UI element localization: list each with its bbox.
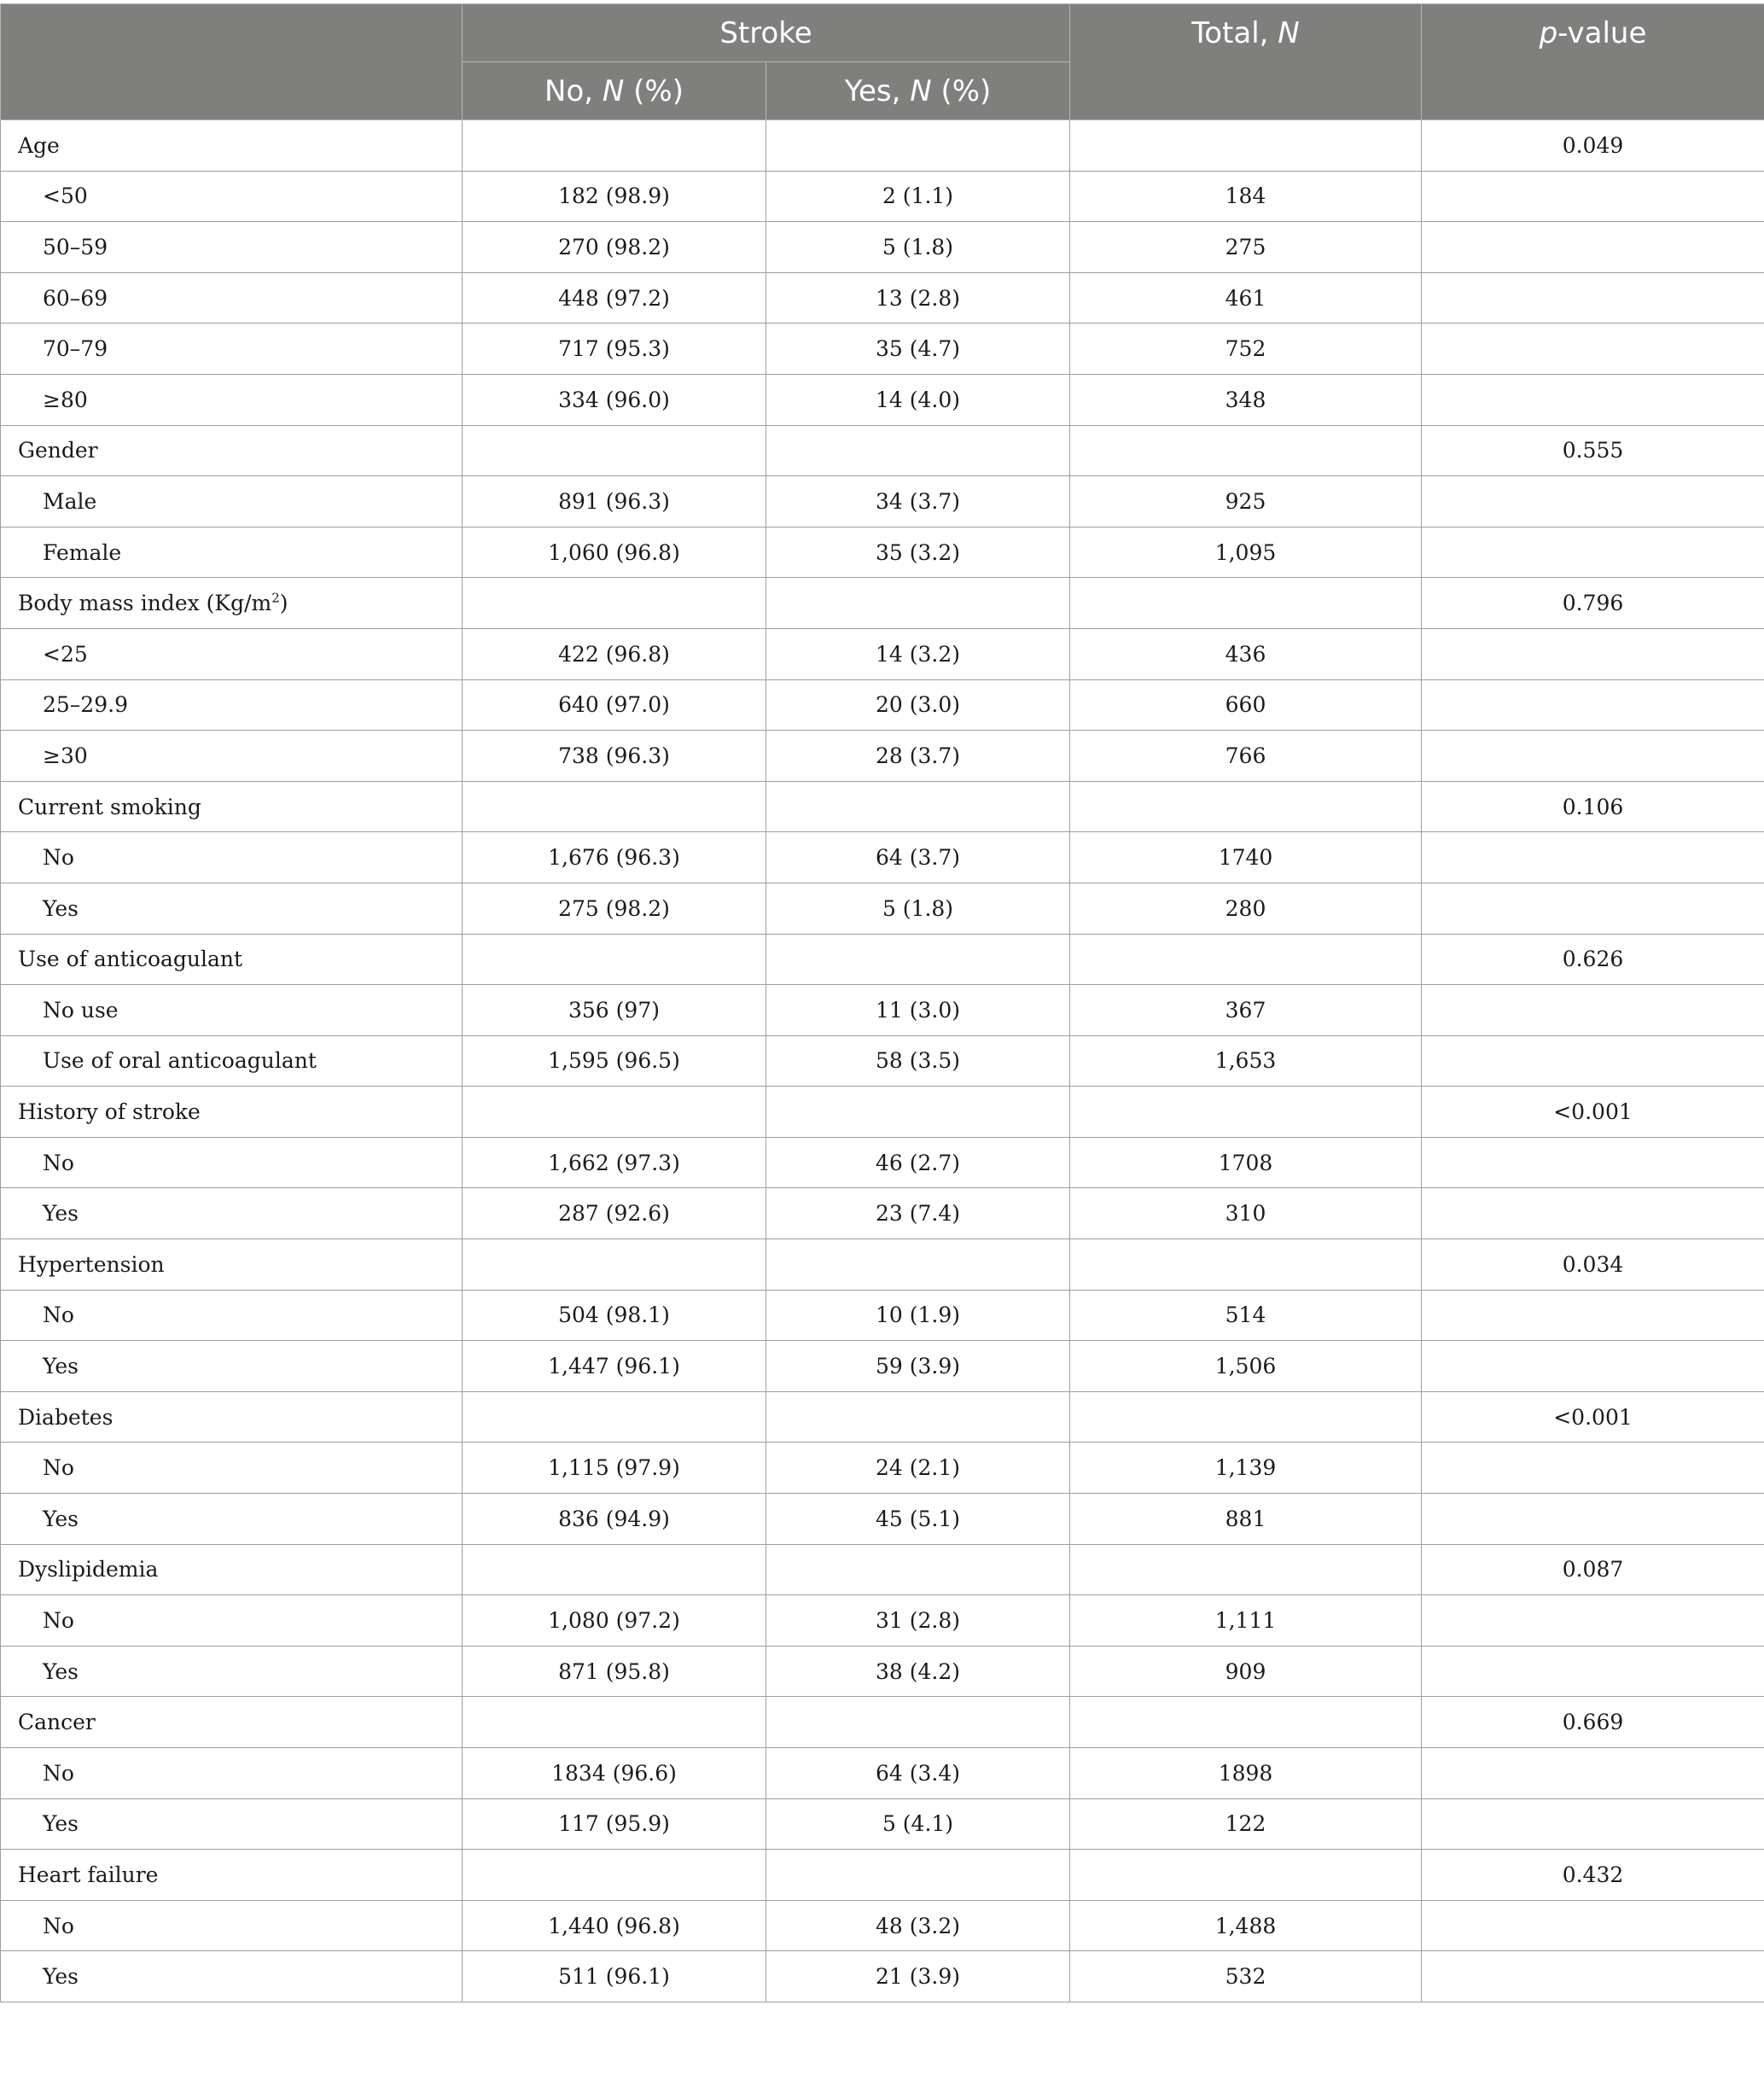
stroke-yes-cell: 5 (1.8): [766, 222, 1070, 273]
stroke-no-cell: 504 (98.1): [463, 1290, 766, 1341]
stroke-no-cell: 871 (95.8): [463, 1646, 766, 1697]
total-cell: [1070, 425, 1422, 476]
table-row: [1, 1290, 1764, 1341]
stroke-no-cell: 275 (98.2): [463, 883, 766, 934]
stroke-no-cell: 836 (94.9): [463, 1494, 766, 1545]
stroke-no-cell: 891 (96.3): [463, 476, 766, 527]
stroke-no-cell: 511 (96.1): [463, 1951, 766, 2002]
p-value-cell: <0.001: [1422, 1087, 1764, 1138]
total-cell: 1,506: [1070, 1341, 1422, 1392]
total-cell: 1,095: [1070, 527, 1422, 578]
p-value-cell: [1422, 985, 1764, 1036]
stroke-yes-cell: 11 (3.0): [766, 985, 1070, 1036]
stroke-no-cell: 287 (92.6): [463, 1188, 766, 1239]
stroke-yes-cell: 24 (2.1): [766, 1443, 1070, 1494]
stroke-yes-cell: [766, 1544, 1070, 1595]
table-row: [1, 1951, 1764, 2002]
stroke-yes-cell: 21 (3.9): [766, 1951, 1070, 2002]
row-label-cell: No: [1, 1900, 463, 1951]
stroke-yes-cell: 14 (4.0): [766, 374, 1070, 425]
p-value-cell: [1422, 883, 1764, 934]
table-row: [1, 832, 1764, 883]
table-row: [1, 527, 1764, 578]
p-value-cell: 0.555: [1422, 425, 1764, 476]
stroke-yes-cell: [766, 1391, 1070, 1443]
stroke-no-cell: 738 (96.3): [463, 731, 766, 782]
stroke-yes-cell: 38 (4.2): [766, 1646, 1070, 1697]
total-cell: 1,653: [1070, 1035, 1422, 1087]
total-cell: 766: [1070, 731, 1422, 782]
stroke-yes-cell: [766, 1087, 1070, 1138]
row-label-cell: Yes: [1, 1951, 463, 2002]
table-group-row: [1, 1697, 1764, 1748]
table-row: [1, 1748, 1764, 1799]
row-label-cell: Male: [1, 476, 463, 527]
p-value-cell: [1422, 1137, 1764, 1188]
row-label-cell: Use of oral anticoagulant: [1, 1035, 463, 1087]
row-label-cell: <50: [1, 171, 463, 222]
header-stroke: Stroke: [463, 4, 1070, 62]
row-label-cell: No: [1, 1443, 463, 1494]
stroke-characteristics-table: [0, 3, 1764, 2002]
stroke-no-cell: [463, 1239, 766, 1291]
stroke-yes-cell: [766, 781, 1070, 832]
stroke-no-cell: 270 (98.2): [463, 222, 766, 273]
table-row: [1, 731, 1764, 782]
p-value-cell: 0.796: [1422, 578, 1764, 629]
total-cell: 1,488: [1070, 1900, 1422, 1951]
total-cell: 1740: [1070, 832, 1422, 883]
row-label-cell: Heart failure: [1, 1850, 463, 1901]
p-value-cell: [1422, 1341, 1764, 1392]
stroke-yes-cell: [766, 1239, 1070, 1291]
total-cell: [1070, 578, 1422, 629]
p-value-cell: [1422, 272, 1764, 323]
stroke-yes-cell: 5 (4.1): [766, 1798, 1070, 1850]
table-group-row: [1, 425, 1764, 476]
stroke-yes-cell: 64 (3.7): [766, 832, 1070, 883]
table-row: [1, 1798, 1764, 1850]
p-value-cell: [1422, 527, 1764, 578]
table-row: [1, 985, 1764, 1036]
table-row: [1, 272, 1764, 323]
stroke-yes-cell: 28 (3.7): [766, 731, 1070, 782]
total-cell: 1,139: [1070, 1443, 1422, 1494]
total-cell: [1070, 1850, 1422, 1901]
table-row: [1, 1494, 1764, 1545]
p-value-cell: [1422, 1443, 1764, 1494]
p-value-cell: [1422, 1188, 1764, 1239]
row-label-cell: Yes: [1, 1494, 463, 1545]
total-cell: 184: [1070, 171, 1422, 222]
p-value-cell: 0.087: [1422, 1544, 1764, 1595]
row-label-cell: No: [1, 1748, 463, 1799]
p-value-cell: [1422, 1494, 1764, 1545]
stroke-yes-cell: 10 (1.9): [766, 1290, 1070, 1341]
table-row: [1, 374, 1764, 425]
total-cell: 348: [1070, 374, 1422, 425]
stroke-yes-cell: 45 (5.1): [766, 1494, 1070, 1545]
table-row: [1, 1595, 1764, 1647]
p-value-cell: [1422, 374, 1764, 425]
total-cell: 367: [1070, 985, 1422, 1036]
total-cell: 532: [1070, 1951, 1422, 2002]
stroke-no-cell: 356 (97): [463, 985, 766, 1036]
row-label-cell: Yes: [1, 1646, 463, 1697]
stroke-no-cell: 1,080 (97.2): [463, 1595, 766, 1647]
header-p-value: p-value: [1422, 4, 1764, 120]
row-label-cell: No: [1, 1137, 463, 1188]
stroke-yes-cell: 59 (3.9): [766, 1341, 1070, 1392]
stroke-no-cell: [463, 120, 766, 172]
stroke-yes-cell: 13 (2.8): [766, 272, 1070, 323]
p-value-cell: 0.106: [1422, 781, 1764, 832]
total-cell: 122: [1070, 1798, 1422, 1850]
row-label-cell: 60–69: [1, 272, 463, 323]
row-label-cell: Current smoking: [1, 781, 463, 832]
table-row: [1, 476, 1764, 527]
row-label-cell: Body mass index $(Kg/m^2)$: [1, 578, 463, 629]
total-cell: 461: [1070, 272, 1422, 323]
row-label-cell: Dyslipidemia: [1, 1544, 463, 1595]
total-cell: 514: [1070, 1290, 1422, 1341]
stroke-no-cell: [463, 578, 766, 629]
table-group-row: [1, 1239, 1764, 1291]
row-label-cell: Hypertension: [1, 1239, 463, 1291]
stroke-no-cell: [463, 934, 766, 985]
stroke-no-cell: 1,115 (97.9): [463, 1443, 766, 1494]
table-row: [1, 1188, 1764, 1239]
stroke-no-cell: [463, 1391, 766, 1443]
stroke-yes-cell: 35 (4.7): [766, 323, 1070, 375]
table-row: [1, 323, 1764, 375]
row-label-cell: ≥30: [1, 731, 463, 782]
stroke-yes-cell: 14 (3.2): [766, 628, 1070, 679]
row-label-cell: Age: [1, 120, 463, 172]
table-row: [1, 222, 1764, 273]
p-value-cell: [1422, 222, 1764, 273]
stroke-no-cell: 334 (96.0): [463, 374, 766, 425]
stroke-no-cell: [463, 781, 766, 832]
table-group-row: [1, 1087, 1764, 1138]
row-label-cell: ≥80: [1, 374, 463, 425]
stroke-no-cell: 117 (95.9): [463, 1798, 766, 1850]
table-row: [1, 1035, 1764, 1087]
total-cell: 1898: [1070, 1748, 1422, 1799]
total-cell: 881: [1070, 1494, 1422, 1545]
p-value-cell: [1422, 832, 1764, 883]
total-cell: [1070, 781, 1422, 832]
total-cell: 310: [1070, 1188, 1422, 1239]
table-group-row: [1, 934, 1764, 985]
stroke-yes-cell: [766, 1850, 1070, 1901]
table-row: [1, 1341, 1764, 1392]
table-group-row: [1, 1850, 1764, 1901]
stroke-no-cell: 182 (98.9): [463, 171, 766, 222]
stroke-no-cell: 1,595 (96.5): [463, 1035, 766, 1087]
table-group-row: [1, 1391, 1764, 1443]
header-stroke-no: No, N (%): [463, 62, 766, 120]
total-cell: [1070, 1391, 1422, 1443]
total-cell: 909: [1070, 1646, 1422, 1697]
row-label-cell: Yes: [1, 883, 463, 934]
header-total: Total, N: [1070, 4, 1422, 120]
stroke-yes-cell: 48 (3.2): [766, 1900, 1070, 1951]
stroke-no-cell: 640 (97.0): [463, 679, 766, 731]
stroke-yes-cell: [766, 578, 1070, 629]
stroke-yes-cell: 5 (1.8): [766, 883, 1070, 934]
stroke-no-cell: [463, 1697, 766, 1748]
row-label-cell: Female: [1, 527, 463, 578]
row-label-cell: Yes: [1, 1798, 463, 1850]
p-value-cell: 0.669: [1422, 1697, 1764, 1748]
table-row: [1, 1137, 1764, 1188]
total-cell: [1070, 1544, 1422, 1595]
stroke-yes-cell: [766, 120, 1070, 172]
p-value-cell: 0.034: [1422, 1239, 1764, 1291]
total-cell: 752: [1070, 323, 1422, 375]
table-body: [1, 120, 1764, 2002]
stroke-no-cell: [463, 1087, 766, 1138]
table-group-row: [1, 578, 1764, 629]
table-group-row: [1, 120, 1764, 172]
total-cell: 1,111: [1070, 1595, 1422, 1647]
total-cell: 275: [1070, 222, 1422, 273]
p-value-cell: [1422, 679, 1764, 731]
total-cell: [1070, 934, 1422, 985]
total-cell: [1070, 1087, 1422, 1138]
row-label-cell: 50–59: [1, 222, 463, 273]
row-label-cell: <25: [1, 628, 463, 679]
stroke-no-cell: 1,447 (96.1): [463, 1341, 766, 1392]
total-cell: [1070, 1239, 1422, 1291]
stroke-no-cell: [463, 1850, 766, 1901]
table-row: [1, 883, 1764, 934]
total-cell: [1070, 120, 1422, 172]
header-stroke-yes: Yes, N (%): [766, 62, 1070, 120]
stroke-yes-cell: 31 (2.8): [766, 1595, 1070, 1647]
row-label-cell: No: [1, 1290, 463, 1341]
row-label-cell: Diabetes: [1, 1391, 463, 1443]
p-value-cell: [1422, 628, 1764, 679]
stroke-yes-cell: 46 (2.7): [766, 1137, 1070, 1188]
stroke-yes-cell: [766, 1697, 1070, 1748]
p-value-cell: 0.049: [1422, 120, 1764, 172]
row-label-cell: History of stroke: [1, 1087, 463, 1138]
stroke-no-cell: 1,676 (96.3): [463, 832, 766, 883]
p-value-cell: [1422, 1646, 1764, 1697]
row-label-cell: No: [1, 832, 463, 883]
stroke-no-cell: 1,662 (97.3): [463, 1137, 766, 1188]
p-value-cell: [1422, 1951, 1764, 2002]
row-label-cell: No use: [1, 985, 463, 1036]
p-value-cell: [1422, 323, 1764, 375]
stroke-no-cell: 448 (97.2): [463, 272, 766, 323]
stroke-no-cell: [463, 425, 766, 476]
total-cell: 436: [1070, 628, 1422, 679]
total-cell: 1708: [1070, 1137, 1422, 1188]
stroke-yes-cell: 20 (3.0): [766, 679, 1070, 731]
table-row: [1, 1646, 1764, 1697]
total-cell: 925: [1070, 476, 1422, 527]
stroke-characteristics-table-wrap: [0, 3, 1764, 2002]
p-value-cell: [1422, 171, 1764, 222]
p-value-cell: [1422, 1290, 1764, 1341]
stroke-yes-cell: 34 (3.7): [766, 476, 1070, 527]
p-value-cell: [1422, 1035, 1764, 1087]
stroke-no-cell: 717 (95.3): [463, 323, 766, 375]
row-label-cell: Gender: [1, 425, 463, 476]
p-value-cell: 0.432: [1422, 1850, 1764, 1901]
p-value-cell: [1422, 1900, 1764, 1951]
stroke-yes-cell: [766, 934, 1070, 985]
p-value-cell: 0.626: [1422, 934, 1764, 985]
p-value-cell: [1422, 1748, 1764, 1799]
total-cell: 280: [1070, 883, 1422, 934]
stroke-no-cell: 422 (96.8): [463, 628, 766, 679]
row-label-cell: 25–29.9: [1, 679, 463, 731]
total-cell: [1070, 1697, 1422, 1748]
table-row: [1, 679, 1764, 731]
stroke-no-cell: 1,440 (96.8): [463, 1900, 766, 1951]
table-row: [1, 171, 1764, 222]
row-label-cell: 70–79: [1, 323, 463, 375]
stroke-yes-cell: [766, 425, 1070, 476]
p-value-cell: <0.001: [1422, 1391, 1764, 1443]
p-value-cell: [1422, 1595, 1764, 1647]
stroke-yes-cell: 35 (3.2): [766, 527, 1070, 578]
row-label-cell: Yes: [1, 1188, 463, 1239]
header-blank-cell: [1, 4, 463, 120]
table-group-row: [1, 1544, 1764, 1595]
table-header: [1, 4, 1764, 120]
row-label-cell: Yes: [1, 1341, 463, 1392]
table-group-row: [1, 781, 1764, 832]
stroke-yes-cell: 64 (3.4): [766, 1748, 1070, 1799]
total-cell: 660: [1070, 679, 1422, 731]
stroke-no-cell: 1,060 (96.8): [463, 527, 766, 578]
p-value-cell: [1422, 1798, 1764, 1850]
table-row: [1, 1443, 1764, 1494]
row-label-cell: Use of anticoagulant: [1, 934, 463, 985]
table-row: [1, 628, 1764, 679]
stroke-yes-cell: 23 (7.4): [766, 1188, 1070, 1239]
p-value-cell: [1422, 476, 1764, 527]
stroke-no-cell: 1834 (96.6): [463, 1748, 766, 1799]
row-label-cell: Cancer: [1, 1697, 463, 1748]
row-label-cell: No: [1, 1595, 463, 1647]
table-row: [1, 1900, 1764, 1951]
stroke-yes-cell: 58 (3.5): [766, 1035, 1070, 1087]
stroke-no-cell: [463, 1544, 766, 1595]
p-value-cell: [1422, 731, 1764, 782]
stroke-yes-cell: 2 (1.1): [766, 171, 1070, 222]
